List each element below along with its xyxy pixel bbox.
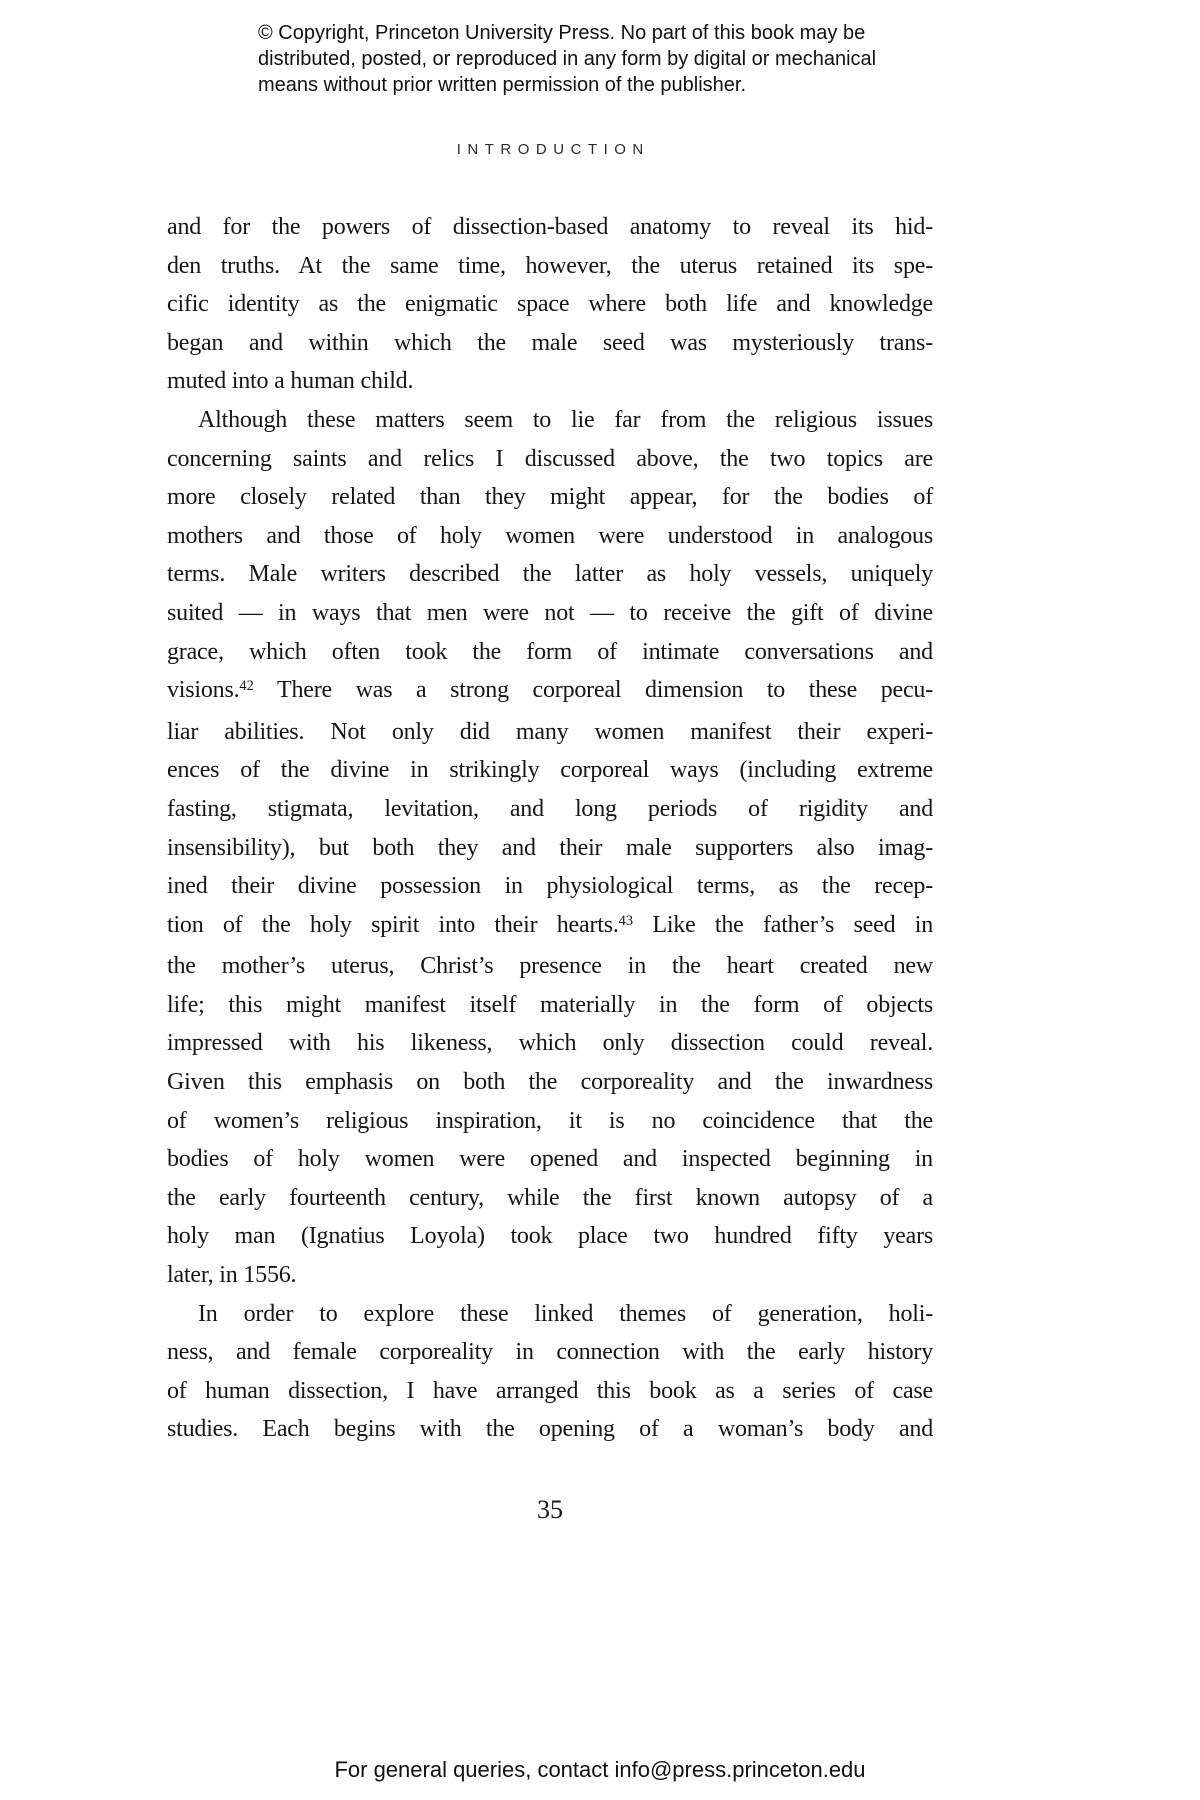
body-line: holy man (Ignatius Loyola) took place two hundred fifty years	[167, 1223, 933, 1250]
body-line: suited — in ways that men were not — to receive the gift of divine	[167, 599, 933, 626]
body-line: life; this might manifest itself materially in the form of objects	[167, 991, 933, 1018]
body-line: Given this emphasis on both the corporeality and the inwardness	[167, 1069, 933, 1096]
page-number: 35	[537, 1495, 563, 1524]
body-line: the early fourteenth century, while the first known autopsy of a	[167, 1184, 933, 1211]
body-line: mothers and those of holy women were understood in analogous	[167, 522, 933, 549]
copyright-line: distributed, posted, or reproduced in any form by digital or mechanical	[258, 48, 877, 70]
body-line: fasting, stigmata, levitation, and long periods of rigidity and	[167, 795, 933, 822]
body-line-text: There was a strong corporeal dimension to these pecu-	[253, 677, 933, 704]
body-line: insensibility), but both they and their male supporters also imag-	[167, 834, 933, 861]
paragraph	[167, 1295, 933, 1449]
running-head: INTRODUCTION	[456, 141, 650, 158]
body-line: began and within which the male seed was mysteriously trans-	[167, 329, 933, 356]
body-line-text: Like the father’s seed in	[633, 911, 933, 938]
body-line-text: visions.	[167, 677, 240, 704]
body-line: ences of the divine in strikingly corporeal ways (including extreme	[167, 757, 933, 784]
body-line: concerning saints and relics I discussed above, the two topics are	[167, 445, 933, 472]
body-line: and for the powers of dissection-based anatomy to reveal its hid-	[167, 214, 933, 240]
body-line: Although these matters seem to lie far from the religious issues	[198, 406, 933, 433]
body-line: ness, and female corporeality in connection with the early history	[167, 1339, 933, 1366]
body-line: later, in 1556.	[167, 1262, 297, 1289]
body-line: den truths. At the same time, however, the uterus retained its spe-	[167, 252, 933, 279]
body-line	[167, 906, 933, 948]
body-line: studies. Each begins with the opening of a woman’s body and	[167, 1416, 933, 1443]
body-line: of human dissection, I have arranged this book as a series of case	[167, 1377, 933, 1404]
footer-contact-line: For general queries, contact info@press.princeton.edu	[334, 1757, 866, 1782]
paragraph	[167, 401, 933, 1295]
body-line: terms. Male writers described the latter as holy vessels, uniquely	[167, 561, 933, 588]
body-line: cific identity as the enigmatic space where both life and knowledge	[167, 291, 933, 318]
body-line: liar abilities. Not only did many women manifest their experi-	[167, 718, 933, 745]
body-line-text: tion of the holy spirit into their hearts.	[167, 911, 619, 938]
body-line	[167, 671, 933, 713]
body-line: In order to explore these linked themes of generation, holi-	[198, 1300, 933, 1327]
copyright-line: means without prior written permission of the publisher.	[258, 74, 747, 96]
body-line: impressed with his likeness, which only dissection could reveal.	[167, 1030, 933, 1057]
body-line: grace, which often took the form of intimate conversations and	[167, 638, 933, 665]
body-line: muted into a human child.	[167, 368, 414, 395]
body-line: bodies of holy women were opened and inspected beginning in	[167, 1146, 933, 1173]
paragraph	[167, 208, 933, 401]
body-line: of women’s religious inspiration, it is no coincidence that the	[167, 1107, 933, 1134]
body-line: more closely related than they might appear, for the bodies of	[167, 484, 933, 511]
body-line: ined their divine possession in physiological terms, as the recep-	[167, 873, 933, 900]
body-line: the mother’s uterus, Christ’s presence in the heart created new	[167, 953, 933, 980]
copyright-notice	[258, 20, 876, 98]
page-body	[167, 208, 933, 1449]
copyright-line: © Copyright, Princeton University Press. No part of this book may be	[258, 22, 866, 44]
footnote-ref-43: 43	[618, 912, 634, 929]
footnote-ref-42: 42	[239, 677, 254, 694]
